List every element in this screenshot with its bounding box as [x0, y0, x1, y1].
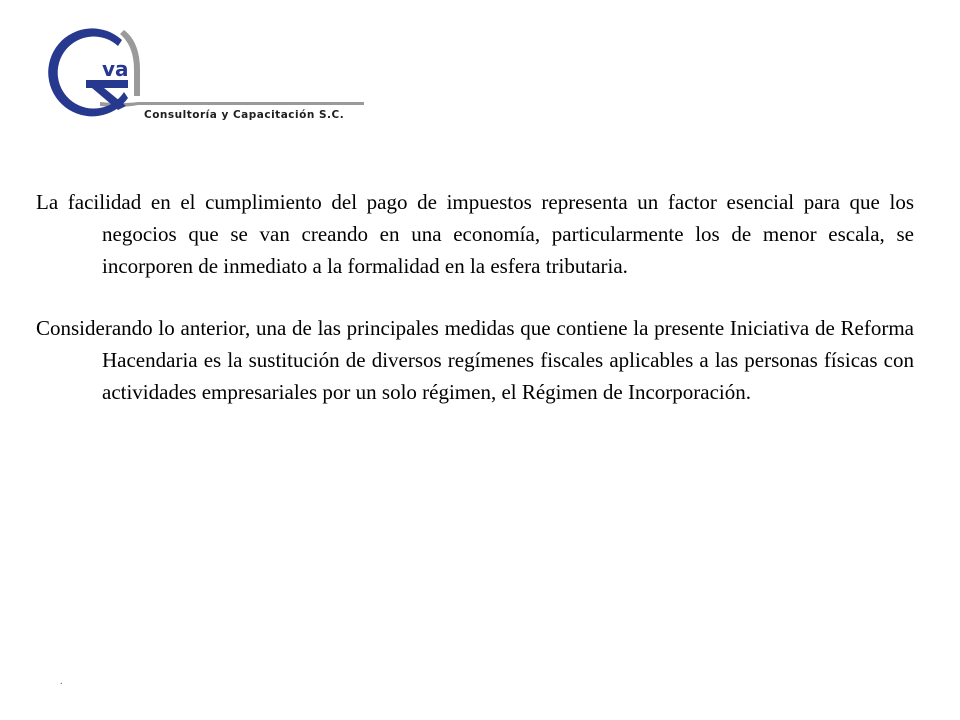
logo-letters: va — [102, 57, 129, 81]
paragraph-considerando: Considerando lo anterior, una de las principales medidas que contiene la presente Iniciativa de Reforma Hacendaria es la sustitución de diversos regímenes fiscales aplicables a las personas físicas con actividades empresariales por un solo régimen, el Régimen de Incorporación. — [36, 316, 914, 404]
document-body — [36, 186, 914, 408]
paragraph-facilidad: La facilidad en el cumplimiento del pago de impuestos representa un factor esencial para que los negocios que se van creando en una economía, particularmente los de menor escala, se incorporen de inmediato a la formalidad en la esfera tributaria. — [36, 190, 914, 278]
company-logo — [28, 20, 368, 130]
logo-tagline: Consultoría y Capacitación S.C. — [144, 109, 345, 121]
footer-mark: . — [60, 676, 63, 687]
